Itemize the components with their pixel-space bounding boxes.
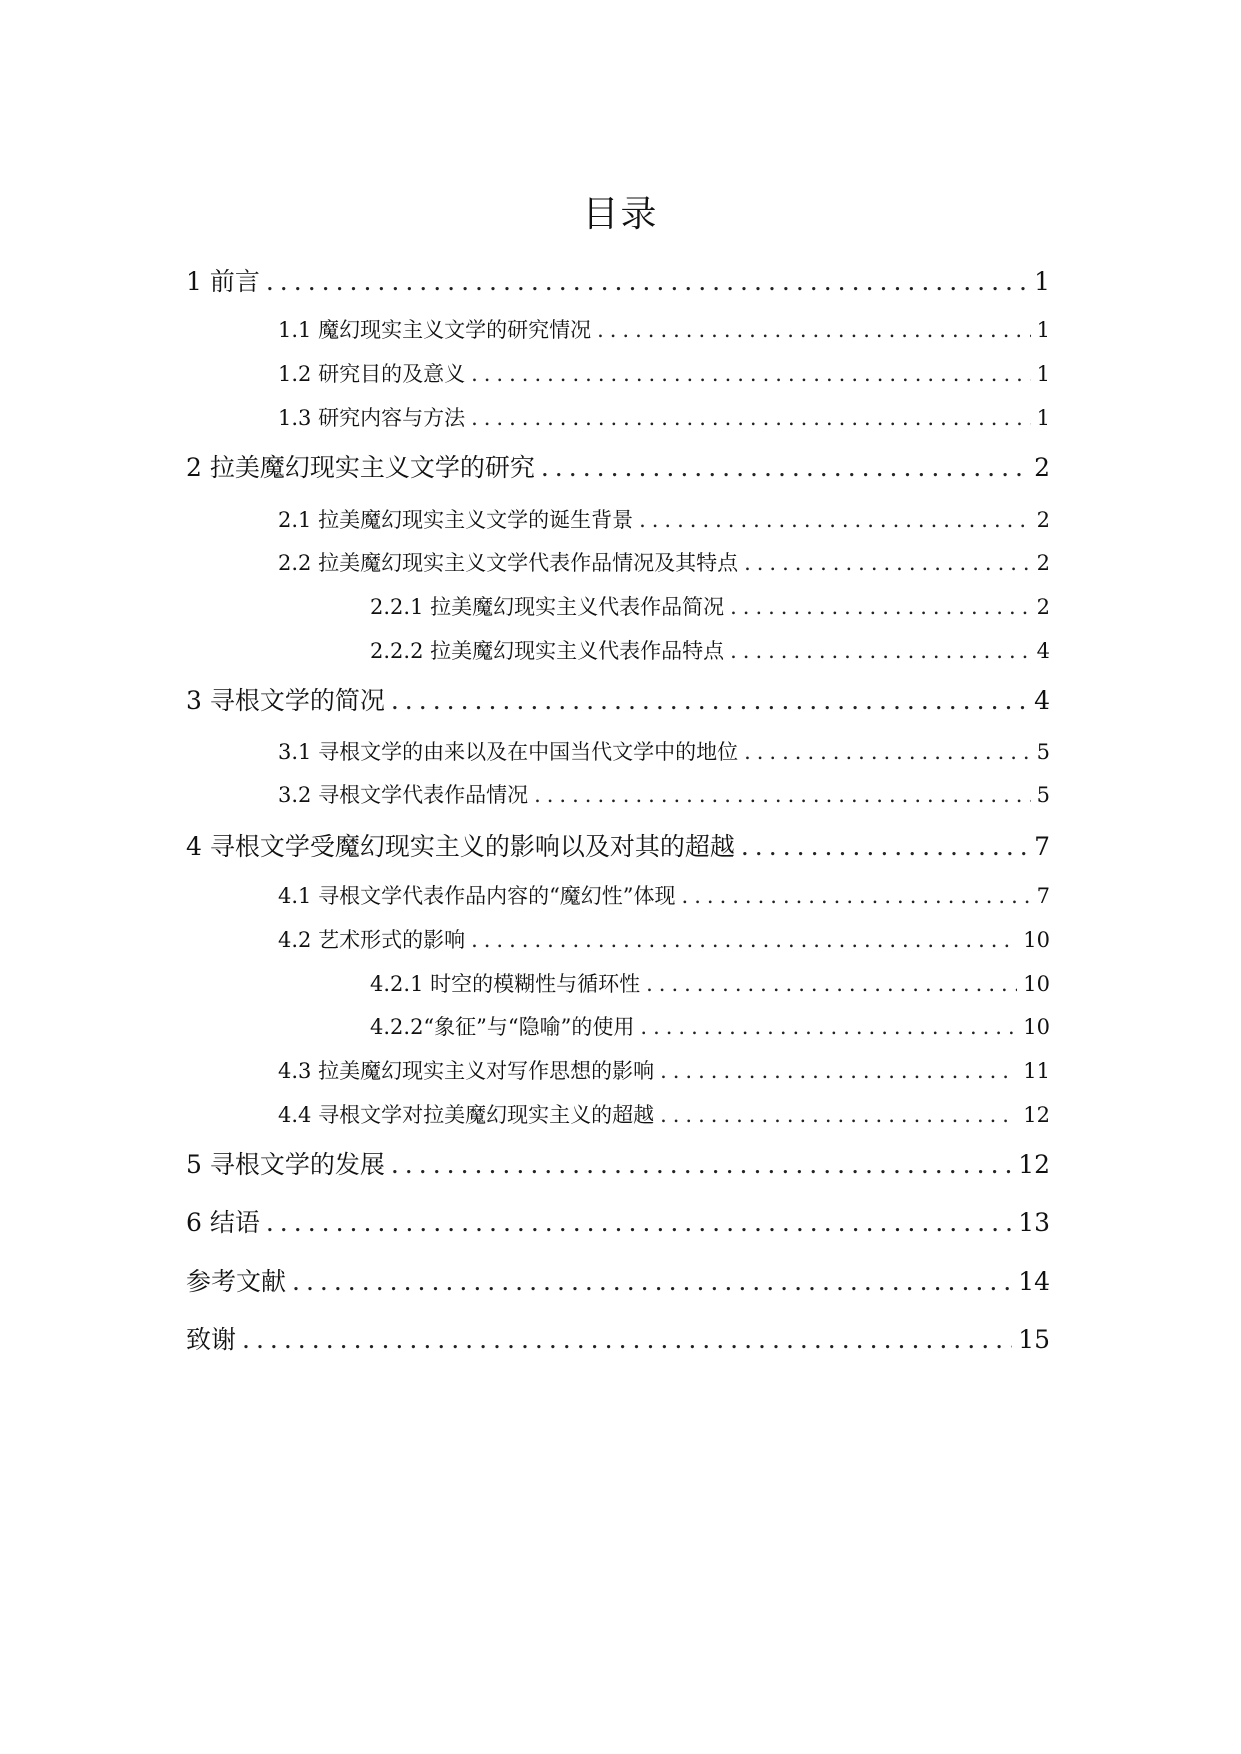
dot-leader <box>730 590 1031 624</box>
toc-entry-title: 2.2.2 拉美魔幻现实主义代表作品特点 <box>370 639 725 663</box>
toc-page-number: 12 <box>1018 1150 1050 1179</box>
toc-page-number: 10 <box>1023 928 1050 952</box>
toc-entry-title: 4.2.2“象征”与“隐喻”的使用 <box>370 1015 635 1039</box>
dot-leader <box>391 1148 1012 1182</box>
dot-leader <box>597 313 1031 347</box>
dot-leader <box>391 684 1028 718</box>
toc-entry-title: 4 寻根文学受魔幻现实主义的影响以及对其的超越 <box>186 832 735 861</box>
dot-leader <box>639 503 1031 537</box>
toc-page-number: 1 <box>1036 406 1050 430</box>
dot-leader <box>744 546 1031 580</box>
toc-page-number: 10 <box>1023 972 1050 996</box>
toc-page-number: 10 <box>1023 1015 1050 1039</box>
toc-entry[interactable] <box>186 265 1050 299</box>
toc-entry-title: 3.2 寻根文学代表作品情况 <box>278 783 529 807</box>
page-title: 目录 <box>582 194 659 235</box>
toc-entry[interactable] <box>278 401 1050 435</box>
toc-entry-title: 3 寻根文学的简况 <box>186 686 385 715</box>
toc-entry-title: 2.2 拉美魔幻现实主义文学代表作品情况及其特点 <box>278 551 739 575</box>
toc-entry-title: 1.1 魔幻现实主义文学的研究情况 <box>278 318 592 342</box>
dot-leader <box>741 830 1028 864</box>
toc-entry-title: 参考文献 <box>186 1267 287 1296</box>
toc-page-number: 13 <box>1018 1208 1050 1237</box>
dot-leader <box>266 1206 1012 1240</box>
dot-leader <box>471 357 1031 391</box>
toc-page-number: 12 <box>1023 1103 1050 1127</box>
toc-entry[interactable] <box>278 778 1050 812</box>
toc-page-number: 5 <box>1036 783 1050 807</box>
toc-entry[interactable] <box>186 1323 1050 1357</box>
dot-leader <box>744 735 1031 769</box>
toc-entry-title: 5 寻根文学的发展 <box>186 1150 385 1179</box>
dot-leader <box>660 1054 1017 1088</box>
toc-page-number: 7 <box>1036 884 1050 908</box>
toc-entry[interactable] <box>370 590 1050 624</box>
dot-leader <box>534 778 1031 812</box>
toc-page-number: 15 <box>1018 1325 1050 1354</box>
toc-entry[interactable] <box>186 1206 1050 1240</box>
toc-entry-title: 致谢 <box>186 1325 237 1354</box>
toc-page-number: 1 <box>1034 267 1050 296</box>
dot-leader <box>646 967 1017 1001</box>
toc-entry-title: 4.3 拉美魔幻现实主义对写作思想的影响 <box>278 1059 655 1083</box>
toc-entry[interactable] <box>370 1010 1050 1044</box>
toc-page-number: 2 <box>1036 551 1050 575</box>
toc-entry[interactable] <box>186 684 1050 718</box>
toc-entry-title: 1 前言 <box>186 267 260 296</box>
dot-leader <box>640 1010 1017 1044</box>
toc-page-number: 5 <box>1036 740 1050 764</box>
dot-leader <box>541 451 1028 485</box>
toc-entry-title: 2.2.1 拉美魔幻现实主义代表作品简况 <box>370 595 725 619</box>
toc-entry-title: 6 结语 <box>186 1208 260 1237</box>
toc-entry[interactable] <box>186 830 1050 864</box>
toc-page-number: 2 <box>1034 453 1050 482</box>
toc-entry-title: 2 拉美魔幻现实主义文学的研究 <box>186 453 535 482</box>
toc-page-number: 11 <box>1023 1059 1050 1083</box>
toc-entry[interactable] <box>278 546 1050 580</box>
toc-entry[interactable] <box>370 634 1050 668</box>
toc-entry-title: 4.1 寻根文学代表作品内容的“魔幻性”体现 <box>278 884 676 908</box>
dot-leader <box>682 879 1031 913</box>
toc-page-number: 2 <box>1036 508 1050 532</box>
toc-entry[interactable] <box>186 1265 1050 1299</box>
toc-entry[interactable] <box>278 313 1050 347</box>
toc-page-number: 2 <box>1036 595 1050 619</box>
dot-leader <box>660 1098 1017 1132</box>
toc-page-number: 4 <box>1036 639 1050 663</box>
toc-entry[interactable] <box>186 451 1050 485</box>
toc-entry[interactable] <box>278 923 1050 957</box>
toc-page-number: 1 <box>1036 362 1050 386</box>
toc-entry[interactable] <box>278 503 1050 537</box>
toc-entry[interactable] <box>186 1148 1050 1182</box>
toc-entry[interactable] <box>370 967 1050 1001</box>
toc-page-number: 14 <box>1018 1267 1050 1296</box>
dot-leader <box>471 401 1031 435</box>
toc-entry-title: 1.3 研究内容与方法 <box>278 406 466 430</box>
dot-leader <box>730 634 1031 668</box>
toc-entry[interactable] <box>278 879 1050 913</box>
toc-entry[interactable] <box>278 357 1050 391</box>
toc-page-number: 4 <box>1034 686 1050 715</box>
dot-leader <box>266 265 1028 299</box>
dot-leader <box>292 1265 1012 1299</box>
toc-entry-title: 1.2 研究目的及意义 <box>278 362 466 386</box>
dot-leader <box>471 923 1017 957</box>
toc-entry-title: 4.2 艺术形式的影响 <box>278 928 466 952</box>
toc-entry[interactable] <box>278 1054 1050 1088</box>
dot-leader <box>242 1323 1012 1357</box>
toc-page-number: 1 <box>1036 318 1050 342</box>
toc-entry-title: 4.4 寻根文学对拉美魔幻现实主义的超越 <box>278 1103 655 1127</box>
toc-entry[interactable] <box>278 735 1050 769</box>
toc-entry[interactable] <box>278 1098 1050 1132</box>
toc-entry-title: 2.1 拉美魔幻现实主义文学的诞生背景 <box>278 508 634 532</box>
toc-entry-title: 4.2.1 时空的模糊性与循环性 <box>370 972 641 996</box>
toc-entry-title: 3.1 寻根文学的由来以及在中国当代文学中的地位 <box>278 740 739 764</box>
toc-page-number: 7 <box>1034 832 1050 861</box>
